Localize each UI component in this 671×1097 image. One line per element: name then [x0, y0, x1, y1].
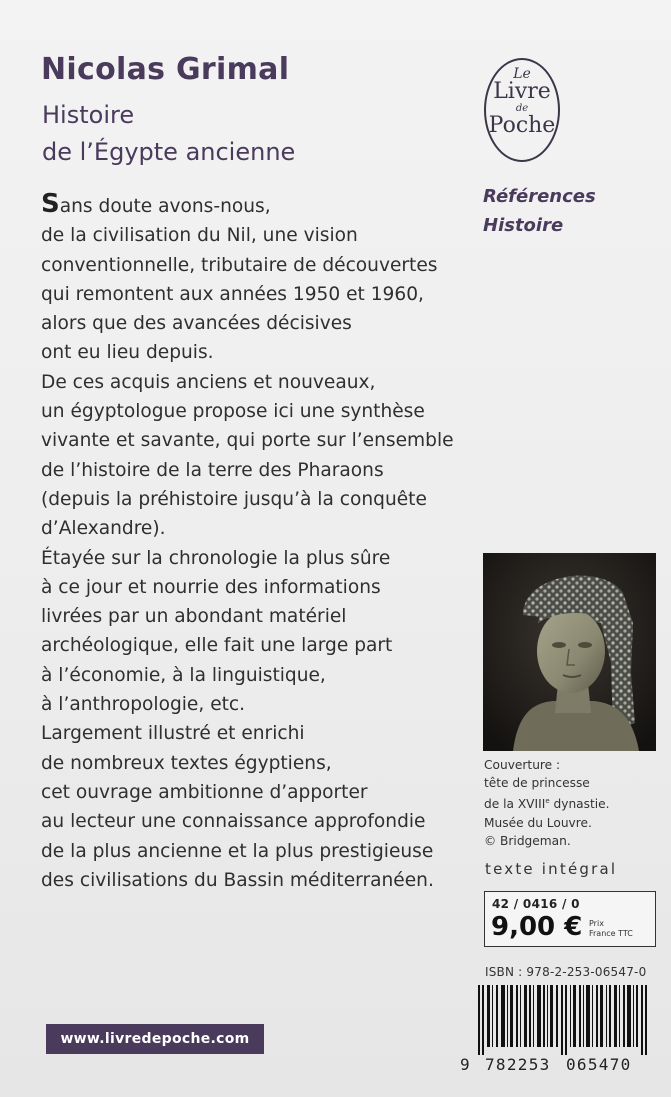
blurb-dropcap: S	[41, 189, 60, 219]
logo-le: Le	[513, 66, 531, 82]
caption-line: © Bridgeman.	[484, 833, 571, 848]
blurb	[41, 190, 481, 895]
blurb-line: vivante et savante, qui porte sur l’ensemble	[41, 430, 454, 452]
blurb-line: de l’histoire de la terre des Pharaons	[41, 459, 384, 481]
price-label-line-2: France TTC	[589, 929, 633, 938]
isbn-text: ISBN : 978-2-253-06547-0	[485, 965, 647, 979]
publisher-logo	[484, 58, 560, 162]
blurb-line	[41, 190, 481, 221]
book-title-line-1: Histoire	[42, 101, 135, 129]
blurb-line: d’Alexandre).	[41, 518, 166, 540]
blurb-line: ont eu lieu depuis.	[41, 342, 214, 364]
price-code: 42 / 0416 / 0	[492, 897, 580, 911]
price-box	[484, 891, 656, 947]
blurb-line: des civilisations du Bassin méditerranéen.	[41, 869, 434, 891]
series-label-line-2: Histoire	[483, 215, 564, 236]
book-title-line-2: de l’Égypte ancienne	[42, 138, 296, 166]
barcode-first-digit: 9	[460, 1055, 470, 1074]
blurb-line-text: ans doute avons-nous,	[59, 196, 271, 217]
barcode-bars	[470, 985, 660, 1055]
blurb-line: à l’économie, à la linguistique,	[41, 664, 326, 686]
logo-livre: Livre	[493, 79, 551, 104]
blurb-line: au lecteur une connaissance approfondie	[41, 811, 426, 833]
cover-photo	[483, 553, 656, 751]
barcode-left-digits: 782253	[485, 1055, 551, 1074]
edition-note: texte intégral	[485, 860, 618, 878]
blurb-line: De ces acquis anciens et nouveaux,	[41, 371, 376, 393]
caption-superscript: e	[545, 797, 550, 806]
caption-line	[484, 792, 610, 813]
website-link[interactable]: www.livredepoche.com	[46, 1024, 264, 1054]
blurb-line: de nombreux textes égyptiens,	[41, 752, 332, 774]
barcode	[460, 985, 660, 1085]
blurb-line: livrées par un abondant matériel	[41, 606, 347, 628]
blurb-line: (depuis la préhistoire jusqu’à la conquête	[41, 488, 427, 510]
blurb-line: alors que des avancées décisives	[41, 313, 352, 335]
barcode-right-digits: 065470	[566, 1055, 632, 1074]
blurb-line: de la plus ancienne et la plus prestigieuse	[41, 840, 434, 862]
caption-dynasty-prefix: de la XVIII	[484, 797, 546, 812]
blurb-line: à l’anthropologie, etc.	[41, 694, 246, 716]
series-label-line-1: Références	[483, 186, 596, 207]
caption-line: Musée du Louvre.	[484, 815, 592, 830]
logo-poche: Poche	[488, 113, 556, 138]
price-label-line-1: Prix	[589, 919, 604, 928]
blurb-line: cet ouvrage ambitionne d’apporter	[41, 781, 368, 803]
logo-de: de	[515, 103, 529, 114]
blurb-line: un égyptologue propose ici une synthèse	[41, 401, 425, 423]
blurb-line: Étayée sur la chronologie la plus sûre	[41, 547, 391, 569]
caption-line: Couverture :	[484, 758, 561, 772]
blurb-line: qui remontent aux années 1950 et 1960,	[41, 283, 424, 305]
blurb-line: conventionnelle, tributaire de découvertes	[41, 254, 438, 276]
caption-dynasty-suffix: dynastie.	[549, 797, 610, 812]
caption-line: tête de princesse	[484, 776, 590, 791]
price-amount: 9,00 €	[491, 912, 583, 942]
author-name: Nicolas Grimal	[41, 52, 290, 87]
blurb-line: à ce jour et nourrie des informations	[41, 576, 381, 598]
blurb-line: Largement illustré et enrichi	[41, 723, 305, 745]
blurb-line: de la civilisation du Nil, une vision	[41, 225, 358, 247]
cover-caption	[484, 756, 610, 850]
blurb-line: archéologique, elle fait une large part	[41, 635, 393, 657]
